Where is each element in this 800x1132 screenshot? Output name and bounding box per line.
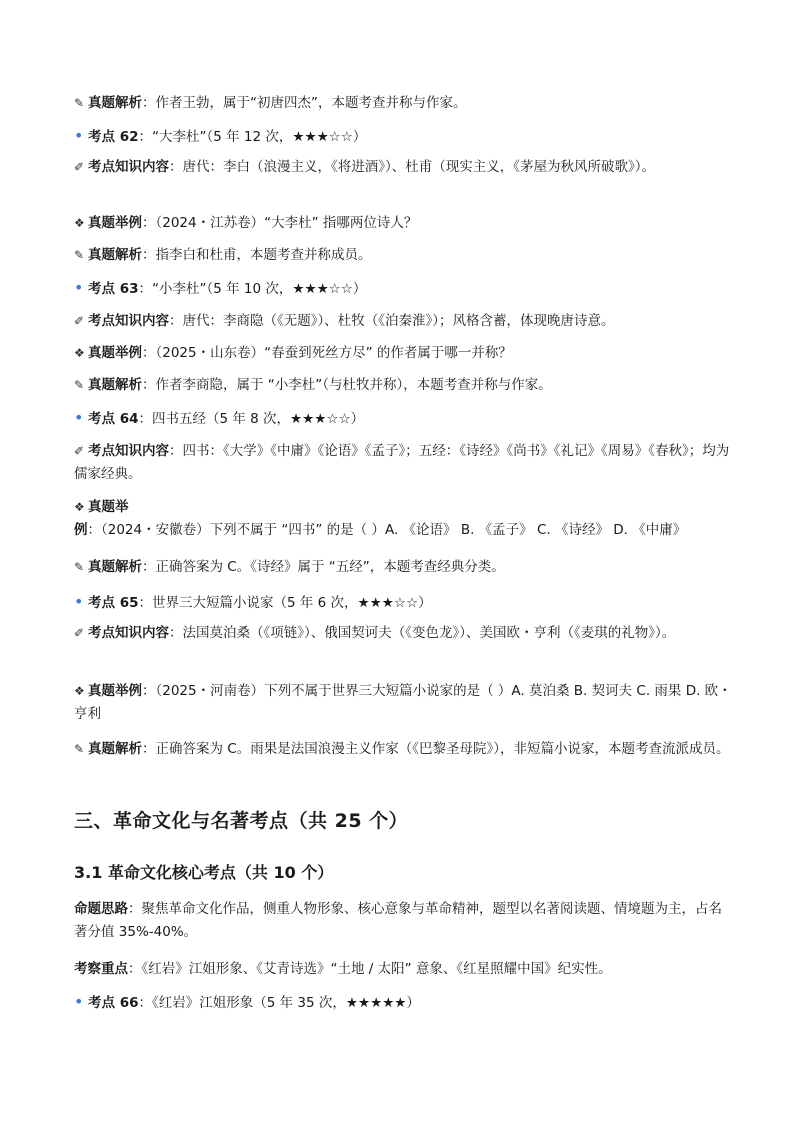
entry-label: 考点知识内容 [88, 625, 169, 641]
entry-label: 考点 65 [88, 595, 139, 611]
entry-label: 真题举例 [74, 499, 129, 538]
entry-text: ：《红岩》江姐形象、《艾青诗选》“土地 / 太阳” 意象、《红星照耀中国》纪实性。 [128, 961, 612, 977]
entry-label: 考点 62 [88, 129, 139, 145]
entry-label: 考点 63 [88, 281, 139, 297]
analysis-entry [74, 244, 734, 267]
pen-icon: ✐ [74, 314, 85, 328]
pencil-icon: ✎ [74, 96, 85, 110]
pen-icon: ✐ [74, 444, 85, 458]
pencil-icon: ✎ [74, 560, 85, 574]
analysis-entry [74, 738, 734, 761]
entry-label: 真题解析 [88, 559, 142, 575]
analysis-entry [74, 92, 734, 115]
pencil-icon: ✎ [74, 742, 85, 756]
pen-icon: ✐ [74, 160, 85, 174]
entry-label: 真题解析 [88, 95, 142, 111]
entry-label: 真题举例 [88, 683, 142, 699]
bullet-icon: • [74, 992, 84, 1011]
analysis-entry [74, 556, 734, 579]
point-entry [74, 406, 734, 431]
diamond-icon: ❖ [74, 684, 85, 698]
entry-text: ：作者李商隐，属于 “小李杜”（与杜牧并称），本题考查并称与作家。 [142, 377, 552, 393]
entry-text: ：四书五经（5 年 8 次，★★★☆☆） [138, 411, 365, 427]
entry-label: 考点 66 [88, 995, 139, 1011]
entry-text: ：四书：《大学》《中庸》《论语》《孟子》；五经：《诗经》《尚书》《礼记》《周易》《春秋》；均为儒家经典。 [74, 443, 730, 482]
entry-label: 考点 64 [88, 411, 139, 427]
entry-text: ：指李白和杜甫，本题考查并称成员。 [142, 247, 372, 263]
pencil-icon: ✎ [74, 248, 85, 262]
bullet-icon: • [74, 278, 84, 297]
entry-text: ：（2024・江苏卷）“大李杜” 指哪两位诗人？ [142, 215, 418, 231]
entry-text: ：世界三大短篇小说家（5 年 6 次，★★★☆☆） [138, 595, 432, 611]
proposition-idea [74, 898, 734, 944]
entry-text: ：（2025・山东卷）“春蚕到死丝方尽” 的作者属于哪一并称？ [142, 345, 512, 361]
entry-label: 真题举例 [88, 215, 142, 231]
entry-text: ：法国莫泊桑（《项链》）、俄国契诃夫（《变色龙》）、美国欧・亨利（《麦琪的礼物》）。 [169, 625, 676, 641]
entry-label: 考点知识内容 [88, 443, 169, 459]
point-entry [74, 990, 734, 1015]
entry-label: 考点知识内容 [88, 159, 169, 175]
pen-icon: ✐ [74, 626, 85, 640]
section-heading: 三、革命文化与名著考点（共 25 个） [74, 810, 409, 832]
entry-text: ：《红岩》江姐形象（5 年 35 次，★★★★★） [138, 995, 420, 1011]
knowledge-entry [74, 156, 734, 179]
bullet-icon: • [74, 126, 84, 145]
subsection-heading: 3.1 革命文化核心考点（共 10 个） [74, 863, 334, 882]
entry-label: 真题举例 [88, 345, 142, 361]
entry-text: ：（2025・河南卷）下列不属于世界三大短篇小说家的是（ ）A. 莫泊桑 B. 契诃夫 C. 雨果 D. 欧・亨利 [74, 683, 732, 722]
exam-focus [74, 958, 734, 981]
diamond-icon: ❖ [74, 216, 85, 230]
example-entry [74, 212, 734, 235]
entry-text: ：作者王勃，属于“初唐四杰”，本题考查并称与作家。 [142, 95, 467, 111]
entry-label: 真题解析 [88, 741, 142, 757]
point-entry [74, 590, 734, 615]
entry-text: ：“小李杜”（5 年 10 次，★★★☆☆） [138, 281, 367, 297]
entry-text: ：唐代：李商隐（《无题》）、杜牧（《泊秦淮》）；风格含蓄，体现晚唐诗意。 [169, 313, 615, 329]
entry-text: ：聚焦革命文化作品，侧重人物形象、核心意象与革命精神，题型以名著阅读题、情境题为主，占名著分值 35%-40%。 [74, 901, 722, 940]
entry-label: 考察重点 [74, 961, 128, 977]
diamond-icon: ❖ [74, 346, 85, 360]
entry-label: 真题解析 [88, 247, 142, 263]
knowledge-entry [74, 622, 734, 645]
example-entry [74, 496, 734, 542]
entry-label: 真题解析 [88, 377, 142, 393]
knowledge-entry [74, 440, 734, 486]
entry-label: 考点知识内容 [88, 313, 169, 329]
example-entry [74, 680, 734, 726]
entry-text: ：正确答案为 C。雨果是法国浪漫主义作家（《巴黎圣母院》），非短篇小说家，本题考查流派成员。 [142, 741, 730, 757]
entry-text: ：（2024・安徽卷）下列不属于 “四书” 的是（ ）A. 《论语》 B. 《孟子》 C. 《诗经》 D. 《中庸》 [87, 522, 687, 538]
point-entry [74, 124, 734, 149]
pencil-icon: ✎ [74, 378, 85, 392]
entry-text: ：唐代：李白（浪漫主义，《将进酒》）、杜甫（现实主义，《茅屋为秋风所破歌》）。 [169, 159, 655, 175]
example-entry [74, 342, 734, 365]
bullet-icon: • [74, 592, 84, 611]
entry-text: ：“大李杜”（5 年 12 次，★★★☆☆） [138, 129, 367, 145]
entry-text: ：正确答案为 C。《诗经》属于 “五经”，本题考查经典分类。 [142, 559, 505, 575]
knowledge-entry [74, 310, 734, 333]
bullet-icon: • [74, 408, 84, 427]
diamond-icon: ❖ [74, 500, 85, 514]
point-entry [74, 276, 734, 301]
entry-label: 命题思路 [74, 901, 128, 917]
analysis-entry [74, 374, 734, 397]
